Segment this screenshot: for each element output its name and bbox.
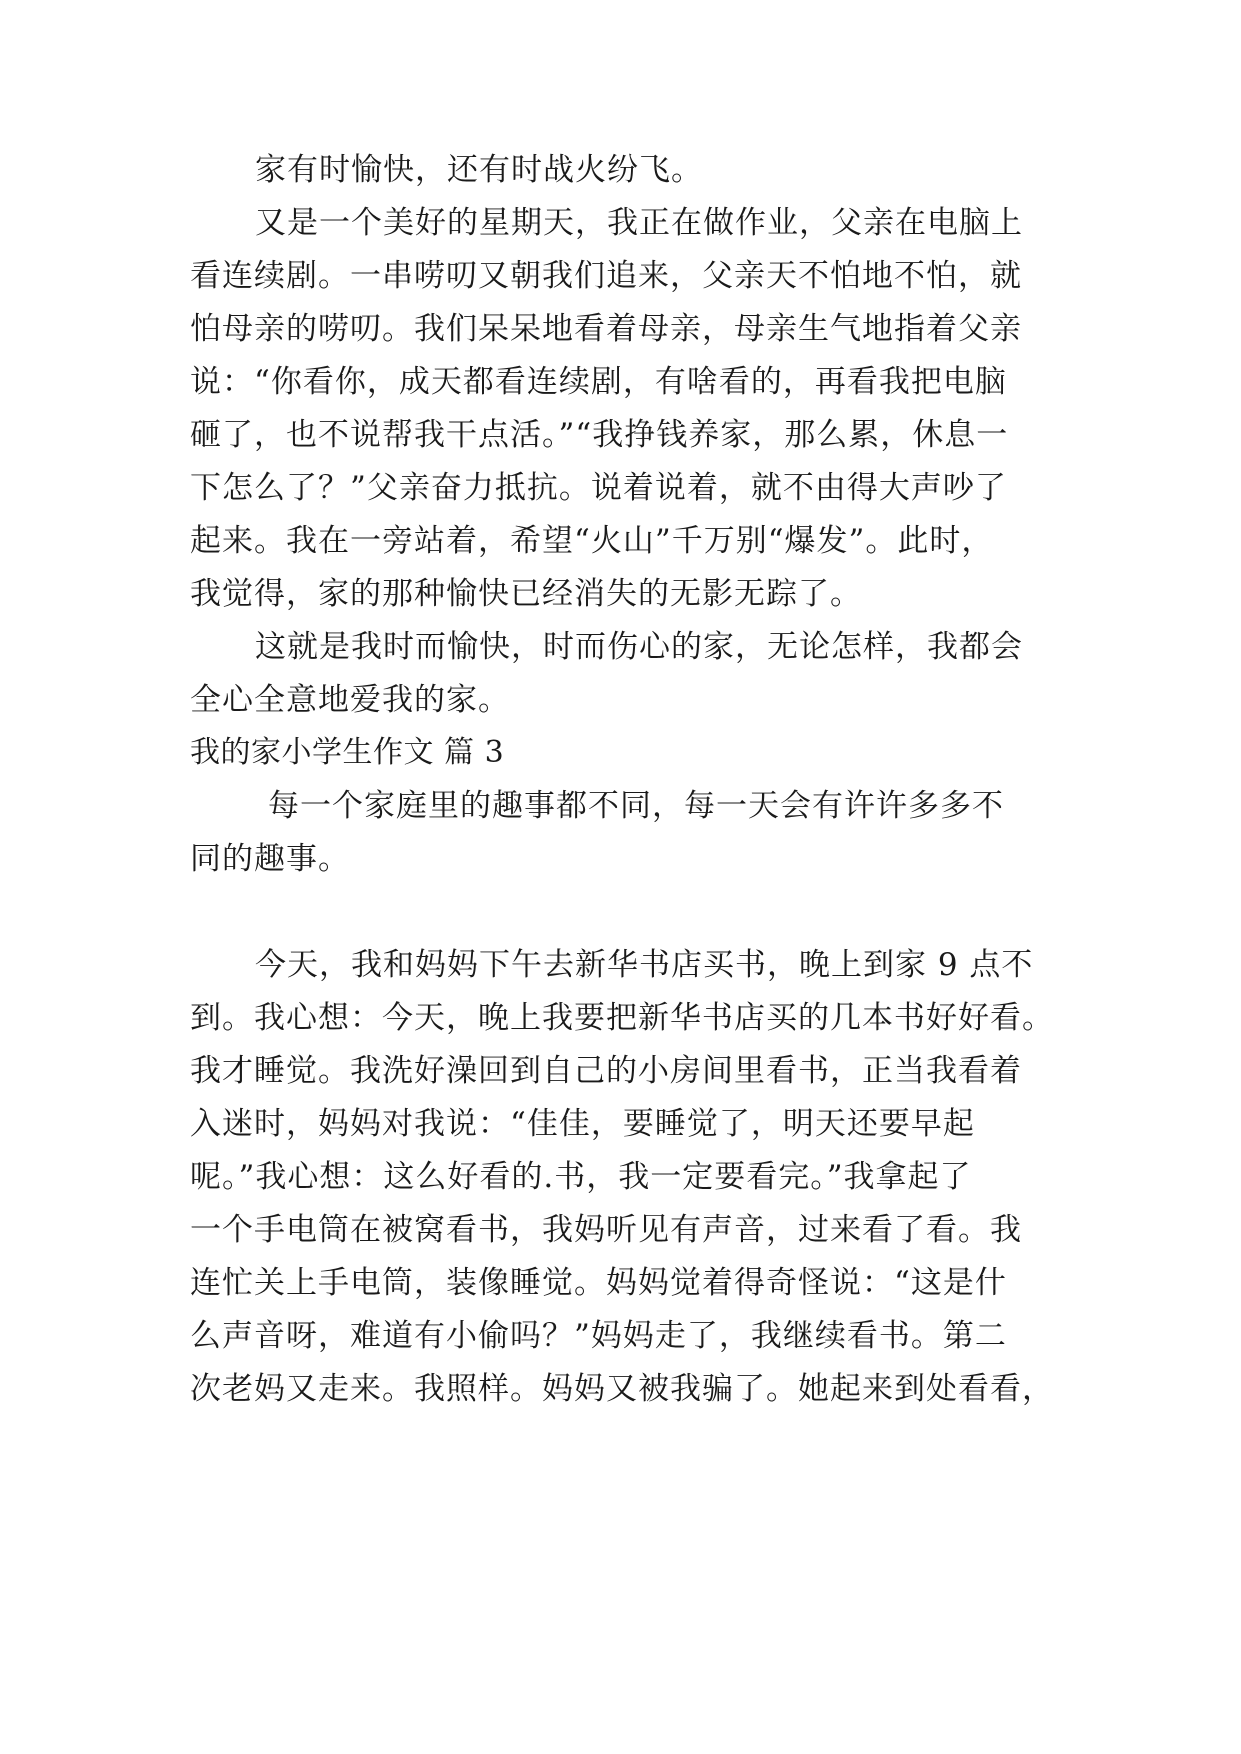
text-line: 次老妈又走来。我照样。妈妈又被我骗了。她起来到处看看， — [190, 1371, 1054, 1407]
paragraph-start-line: 每一个家庭里的趣事都不同，每一天会有许许多多不 — [268, 788, 1004, 824]
text-line: 连忙关上手电筒，装像睡觉。妈妈觉着得奇怪说：“这是什 — [190, 1265, 1007, 1301]
text-line: 我觉得，家的那种愉快已经消失的无影无踪了。 — [190, 576, 862, 612]
text-line: 怕母亲的唠叨。我们呆呆地看着母亲，母亲生气地指着父亲 — [190, 311, 1022, 347]
text-line: 看连续剧。一串唠叨又朝我们追来，父亲天不怕地不怕，就 — [190, 258, 1022, 294]
text-line: 入迷时，妈妈对我说：“佳佳，要睡觉了，明天还要早起 — [190, 1106, 975, 1142]
text-line: 全心全意地爱我的家。 — [190, 682, 510, 718]
paragraph-start-line: 这就是我时而愉快，时而伤心的家，无论怎样，我都会 — [255, 629, 1023, 665]
text-line: 呢。”我心想：这么好看的.书，我一定要看完。”我拿起了 — [190, 1159, 972, 1195]
text-line: 砸了，也不说帮我干点活。”“我挣钱养家，那么累，休息一 — [190, 417, 1009, 453]
text-line: 同的趣事。 — [190, 841, 350, 877]
text-line: 么声音呀，难道有小偷吗？”妈妈走了，我继续看书。第二 — [190, 1318, 1007, 1354]
text-line: 我才睡觉。我洗好澡回到自己的小房间里看书，正当我看着 — [190, 1053, 1022, 1089]
text-line: 一个手电筒在被窝看书，我妈听见有声音，过来看了看。我 — [190, 1212, 1022, 1248]
text-line: 家有时愉快，还有时战火纷飞。 — [255, 152, 703, 188]
text-line: 说：“你看你，成天都看连续剧，有啥看的，再看我把电脑 — [190, 364, 1007, 400]
paragraph-start-line: 又是一个美好的星期天，我正在做作业，父亲在电脑上 — [255, 205, 1023, 241]
text-line: 下怎么了？”父亲奋力抵抗。说着说着，就不由得大声吵了 — [190, 470, 1007, 506]
text-line: 起来。我在一旁站着，希望“火山”千万别“爆发”。此时， — [190, 523, 994, 559]
section-heading: 我的家小学生作文 篇 3 — [190, 735, 505, 770]
paragraph-start-line: 今天，我和妈妈下午去新华书店买书，晚上到家 9 点不 — [255, 947, 1034, 983]
text-line: 到。我心想：今天，晚上我要把新华书店买的几本书好好看。 — [190, 1000, 1054, 1036]
